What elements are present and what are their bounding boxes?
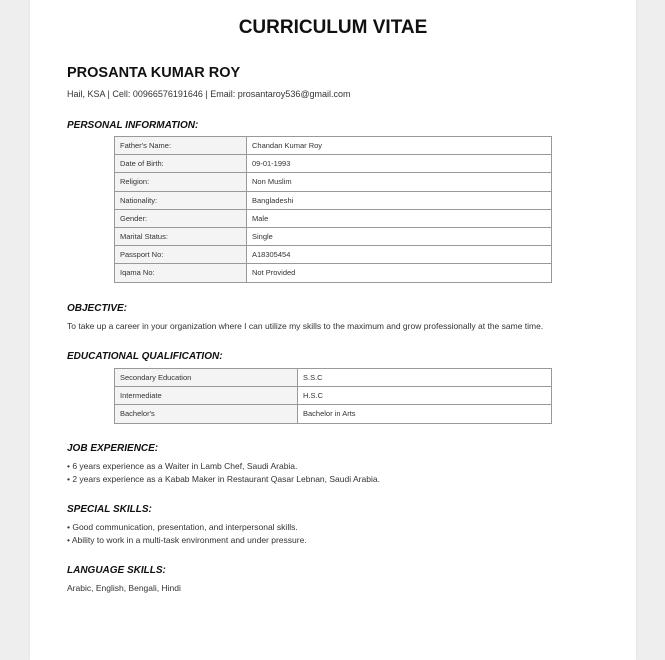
row-value: Non Muslim	[247, 173, 552, 191]
row-label: Nationality:	[115, 191, 247, 209]
language-skills-text: Arabic, English, Bengali, Hindi	[67, 583, 181, 593]
table-row	[115, 405, 552, 423]
objective-text: To take up a career in your organization where I can utilize my skills to the maximum and grow professionally at the same time.	[67, 321, 544, 331]
personal-info-table	[114, 136, 552, 283]
table-row	[115, 209, 552, 227]
row-value: Single	[247, 227, 552, 245]
personal-info-heading: PERSONAL INFORMATION:	[67, 120, 199, 131]
row-value: S.S.C	[298, 369, 552, 387]
row-label: Bachelor's	[115, 405, 298, 423]
row-label: Iqama No:	[115, 264, 247, 282]
candidate-name: PROSANTA KUMAR ROY	[67, 65, 241, 81]
document-title: CURRICULUM VITAE	[238, 17, 428, 38]
language-skills-heading: LANGUAGE SKILLS:	[67, 565, 166, 576]
row-value: H.S.C	[298, 387, 552, 405]
row-value: Not Provided	[247, 264, 552, 282]
row-label: Secondary Education	[115, 369, 298, 387]
row-value: Chandan Kumar Roy	[247, 137, 552, 155]
job-experience-heading: JOB EXPERIENCE:	[67, 443, 159, 454]
row-value: 09-01-1993	[247, 155, 552, 173]
table-row	[115, 246, 552, 264]
row-label: Religion:	[115, 173, 247, 191]
row-label: Intermediate	[115, 387, 298, 405]
contact-line: Hail, KSA | Cell: 00966576191646 | Email: prosantaroy536@gmail.com	[67, 89, 351, 99]
objective-heading: OBJECTIVE:	[67, 303, 128, 314]
document-page	[30, 0, 636, 660]
table-row	[115, 191, 552, 209]
special-skills-list	[67, 521, 307, 546]
table-row	[115, 227, 552, 245]
row-label: Father's Name:	[115, 137, 247, 155]
table-row	[115, 155, 552, 173]
education-heading: EDUCATIONAL QUALIFICATION:	[67, 351, 223, 362]
table-row	[115, 173, 552, 191]
row-value: Bangladeshi	[247, 191, 552, 209]
row-label: Date of Birth:	[115, 155, 247, 173]
list-item: • 2 years experience as a Kabab Maker in Restaurant Qasar Lebnan, Saudi Arabia.	[67, 473, 380, 484]
list-item: • 6 years experience as a Waiter in Lamb Chef, Saudi Arabia.	[67, 461, 298, 471]
special-skills-heading: SPECIAL SKILLS:	[67, 504, 152, 515]
table-row	[115, 387, 552, 405]
row-value: A18305454	[247, 246, 552, 264]
education-table	[114, 368, 552, 424]
list-item: • Ability to work in a multi-task environment and under pressure.	[67, 534, 307, 545]
row-label: Gender:	[115, 209, 247, 227]
row-label: Passport No:	[115, 246, 247, 264]
table-row	[115, 369, 552, 387]
table-row	[115, 137, 552, 155]
row-value: Male	[247, 209, 552, 227]
table-row	[115, 264, 552, 282]
list-item: • Good communication, presentation, and interpersonal skills.	[67, 522, 298, 532]
row-label: Marital Status:	[115, 227, 247, 245]
row-value: Bachelor in Arts	[298, 405, 552, 423]
job-experience-list	[67, 460, 380, 485]
